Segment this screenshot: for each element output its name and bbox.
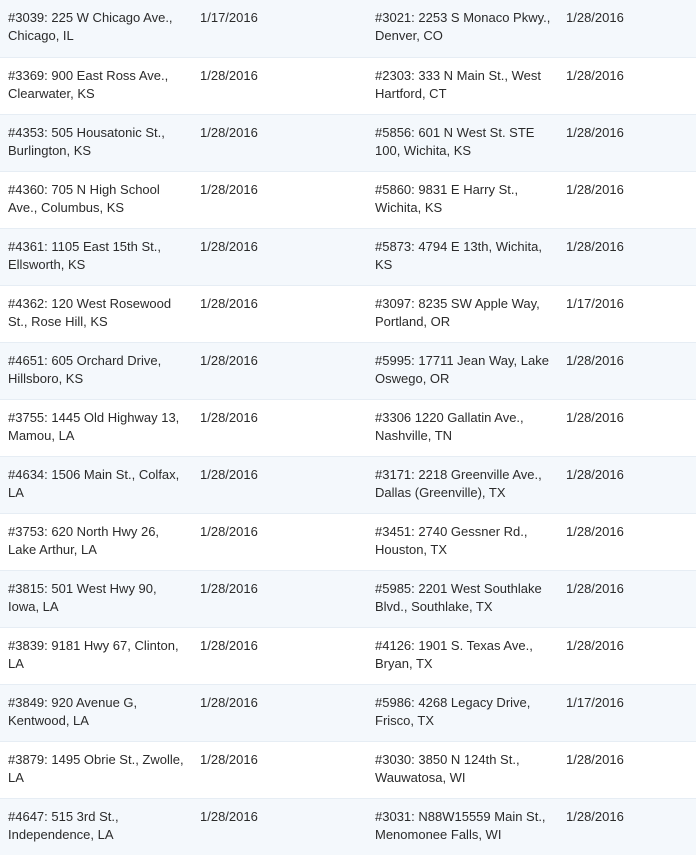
left-closing-date: 1/28/2016 bbox=[192, 627, 367, 684]
right-closing-date: 1/28/2016 bbox=[558, 741, 696, 798]
left-store-address: #4362: 120 West Rosewood St., Rose Hill, KS bbox=[0, 285, 192, 342]
table-row bbox=[0, 570, 696, 627]
table-row bbox=[0, 399, 696, 456]
table-row bbox=[0, 342, 696, 399]
left-closing-date: 1/28/2016 bbox=[192, 798, 367, 855]
right-store-address: #3171: 2218 Greenville Ave., Dallas (Greenville), TX bbox=[367, 456, 558, 513]
table-row bbox=[0, 0, 696, 57]
left-store-address: #4360: 705 N High School Ave., Columbus, KS bbox=[0, 171, 192, 228]
table-row bbox=[0, 171, 696, 228]
right-store-address: #3451: 2740 Gessner Rd., Houston, TX bbox=[367, 513, 558, 570]
table-row bbox=[0, 57, 696, 114]
right-store-address: #3306 1220 Gallatin Ave., Nashville, TN bbox=[367, 399, 558, 456]
right-closing-date: 1/28/2016 bbox=[558, 627, 696, 684]
right-closing-date: 1/28/2016 bbox=[558, 513, 696, 570]
left-store-address: #4634: 1506 Main St., Colfax, LA bbox=[0, 456, 192, 513]
right-store-address: #5873: 4794 E 13th, Wichita, KS bbox=[367, 228, 558, 285]
left-store-address: #3753: 620 North Hwy 26, Lake Arthur, LA bbox=[0, 513, 192, 570]
right-store-address: #3097: 8235 SW Apple Way, Portland, OR bbox=[367, 285, 558, 342]
left-store-address: #4353: 505 Housatonic St., Burlington, KS bbox=[0, 114, 192, 171]
left-closing-date: 1/28/2016 bbox=[192, 171, 367, 228]
right-closing-date: 1/28/2016 bbox=[558, 342, 696, 399]
right-closing-date: 1/17/2016 bbox=[558, 285, 696, 342]
right-store-address: #5856: 601 N West St. STE 100, Wichita, KS bbox=[367, 114, 558, 171]
left-closing-date: 1/28/2016 bbox=[192, 57, 367, 114]
left-store-address: #3369: 900 East Ross Ave., Clearwater, KS bbox=[0, 57, 192, 114]
table-row bbox=[0, 741, 696, 798]
right-closing-date: 1/28/2016 bbox=[558, 399, 696, 456]
right-closing-date: 1/28/2016 bbox=[558, 798, 696, 855]
right-closing-date: 1/17/2016 bbox=[558, 684, 696, 741]
table-row bbox=[0, 228, 696, 285]
right-closing-date: 1/28/2016 bbox=[558, 57, 696, 114]
left-closing-date: 1/28/2016 bbox=[192, 456, 367, 513]
left-closing-date: 1/28/2016 bbox=[192, 741, 367, 798]
left-store-address: #3755: 1445 Old Highway 13, Mamou, LA bbox=[0, 399, 192, 456]
left-closing-date: 1/28/2016 bbox=[192, 285, 367, 342]
right-closing-date: 1/28/2016 bbox=[558, 114, 696, 171]
right-store-address: #5986: 4268 Legacy Drive, Frisco, TX bbox=[367, 684, 558, 741]
left-store-address: #3815: 501 West Hwy 90, Iowa, LA bbox=[0, 570, 192, 627]
left-closing-date: 1/28/2016 bbox=[192, 114, 367, 171]
left-closing-date: 1/28/2016 bbox=[192, 342, 367, 399]
right-store-address: #3021: 2253 S Monaco Pkwy., Denver, CO bbox=[375, 10, 551, 43]
left-store-address: #3879: 1495 Obrie St., Zwolle, LA bbox=[0, 741, 192, 798]
table-row bbox=[0, 456, 696, 513]
left-closing-date: 1/28/2016 bbox=[192, 228, 367, 285]
left-closing-date: 1/28/2016 bbox=[192, 684, 367, 741]
left-store-address: #4651: 605 Orchard Drive, Hillsboro, KS bbox=[0, 342, 192, 399]
table-row bbox=[0, 114, 696, 171]
table-row bbox=[0, 285, 696, 342]
left-store-address: #3849: 920 Avenue G, Kentwood, LA bbox=[0, 684, 192, 741]
left-closing-date: 1/17/2016 bbox=[200, 10, 258, 25]
left-closing-date: 1/28/2016 bbox=[192, 570, 367, 627]
right-store-address: #5995: 17711 Jean Way, Lake Oswego, OR bbox=[367, 342, 558, 399]
left-store-address: #3839: 9181 Hwy 67, Clinton, LA bbox=[0, 627, 192, 684]
left-store-address: #4647: 515 3rd St., Independence, LA bbox=[0, 798, 192, 855]
right-store-address: #2303: 333 N Main St., West Hartford, CT bbox=[367, 57, 558, 114]
table-row bbox=[0, 684, 696, 741]
right-closing-date: 1/28/2016 bbox=[558, 171, 696, 228]
right-closing-date: 1/28/2016 bbox=[558, 456, 696, 513]
right-store-address: #5985: 2201 West Southlake Blvd., Southlake, TX bbox=[367, 570, 558, 627]
left-closing-date: 1/28/2016 bbox=[192, 513, 367, 570]
right-closing-date: 1/28/2016 bbox=[566, 10, 624, 25]
right-closing-date: 1/28/2016 bbox=[558, 570, 696, 627]
table-row bbox=[0, 798, 696, 855]
table-row bbox=[0, 627, 696, 684]
table-row bbox=[0, 513, 696, 570]
right-store-address: #5860: 9831 E Harry St., Wichita, KS bbox=[367, 171, 558, 228]
left-store-address: #3039: 225 W Chicago Ave., Chicago, IL bbox=[8, 10, 173, 43]
right-store-address: #4126: 1901 S. Texas Ave., Bryan, TX bbox=[367, 627, 558, 684]
left-store-address: #4361: 1105 East 15th St., Ellsworth, KS bbox=[0, 228, 192, 285]
right-store-address: #3031: N88W15559 Main St., Menomonee Falls, WI bbox=[367, 798, 558, 855]
right-store-address: #3030: 3850 N 124th St., Wauwatosa, WI bbox=[367, 741, 558, 798]
left-closing-date: 1/28/2016 bbox=[192, 399, 367, 456]
right-closing-date: 1/28/2016 bbox=[558, 228, 696, 285]
